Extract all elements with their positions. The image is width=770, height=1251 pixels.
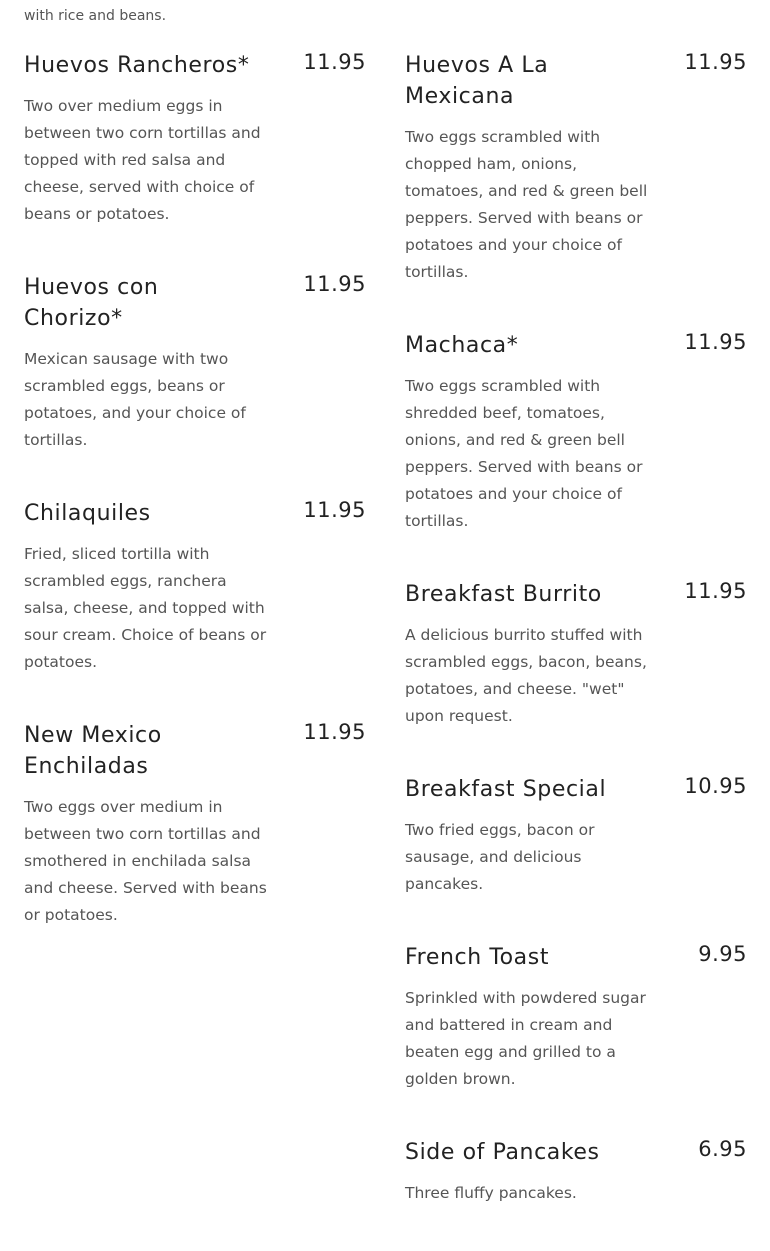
menu-column-right (405, 50, 747, 1251)
menu-item-description: Two eggs scrambled with chopped ham, onions, tomatoes, and red & green bell peppers. Served with beans or potatoes and your choice of tortillas. (405, 128, 648, 281)
menu-item (405, 330, 747, 535)
menu-item-name: Machaca* (405, 333, 519, 358)
menu-item-price: 11.95 (303, 272, 366, 296)
menu-item-description: Three fluffy pancakes. (405, 1184, 577, 1202)
menu-item (24, 720, 366, 929)
menu-item-name: Chilaquiles (24, 501, 151, 526)
menu-item-name: Breakfast Burrito (405, 582, 602, 607)
menu-item-description: Two fried eggs, bacon or sausage, and delicious pancakes. (405, 821, 595, 893)
menu-item (405, 774, 747, 898)
menu-item (24, 498, 366, 676)
menu-item-name: Huevos Rancheros* (24, 53, 250, 78)
menu-item-price: 11.95 (303, 720, 366, 744)
menu-item-name: Side of Pancakes (405, 1140, 600, 1165)
menu-column-left (24, 50, 366, 973)
menu-item-description: Two eggs scrambled with shredded beef, tomatoes, onions, and red & green bell peppers. Served with beans or potatoes and your choice of tortillas. (405, 377, 643, 530)
menu-item (24, 50, 366, 228)
menu-item (24, 272, 366, 454)
menu-item-description: Mexican sausage with two scrambled eggs, beans or potatoes, and your choice of tortillas. (24, 350, 246, 449)
menu-item-name: Huevos con Chorizo* (24, 275, 159, 331)
menu-item-name: New Mexico Enchiladas (24, 723, 162, 779)
menu-item-name: Huevos A La Mexicana (405, 53, 549, 109)
menu-item-description: A delicious burrito stuffed with scrambled eggs, bacon, beans, potatoes, and cheese. "wet" upon request. (405, 626, 647, 725)
menu-item-price: 11.95 (303, 498, 366, 522)
menu-item-price: 9.95 (698, 942, 747, 966)
menu-item-description: Two over medium eggs in between two corn tortillas and topped with red salsa and cheese, served with choice of beans or potatoes. (24, 97, 261, 223)
menu-item (405, 942, 747, 1093)
menu-item (405, 1137, 747, 1207)
menu-item-name: Breakfast Special (405, 777, 607, 802)
menu-item-price: 11.95 (684, 50, 747, 74)
menu-item-description: Two eggs over medium in between two corn tortillas and smothered in enchilada salsa and cheese. Served with beans or potatoes. (24, 798, 267, 924)
menu-item-name: French Toast (405, 945, 550, 970)
menu-item (405, 50, 747, 286)
menu-item-price: 10.95 (684, 774, 747, 798)
menu-item-description: Sprinkled with powdered sugar and battered in cream and beaten egg and grilled to a golden brown. (405, 989, 646, 1088)
previous-item-description-fragment: with rice and beans. (24, 8, 167, 24)
menu-item-price: 11.95 (684, 330, 747, 354)
menu-item-price: 11.95 (684, 579, 747, 603)
menu-item-description: Fried, sliced tortilla with scrambled eggs, ranchera salsa, cheese, and topped with sour cream. Choice of beans or potatoes. (24, 545, 267, 671)
menu-item-price: 11.95 (303, 50, 366, 74)
menu-item (405, 579, 747, 730)
menu-item-price: 6.95 (698, 1137, 747, 1161)
